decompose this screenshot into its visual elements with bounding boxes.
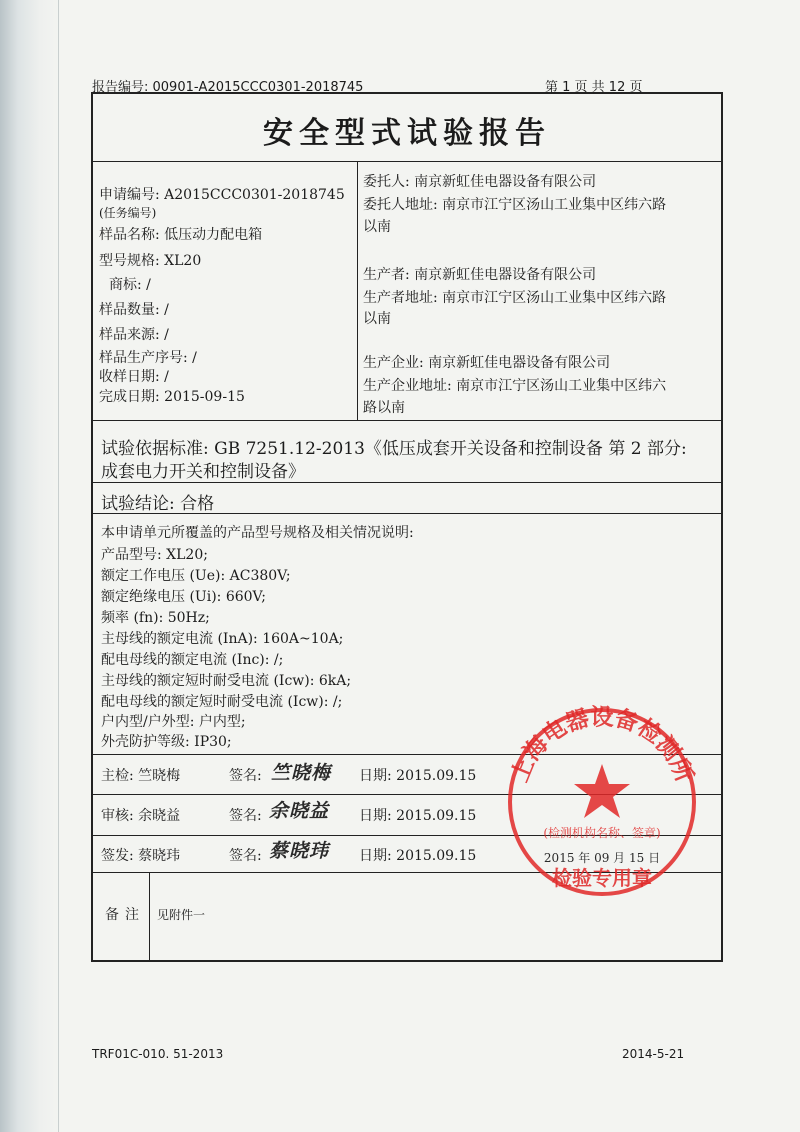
scope-line: 额定绝缘电压 (Ui): 660V; [101,589,266,605]
task-number-label: (任务编号) [99,206,157,220]
test-standard-cont: 成套电力开关和控制设备》 [101,462,305,482]
binding-edge [0,0,60,1132]
trademark: 商标: / [109,277,151,293]
seal-star-icon [574,764,630,818]
seal-bottom-text: 检验专用章 [552,866,652,890]
inspector-signature: 竺晓梅 [271,762,332,784]
scope-line: 额定工作电压 (Ue): AC380V; [101,568,291,584]
sample-serial-number: 样品生产序号: / [99,350,197,366]
inspection-date: 日期: 2015.09.15 [359,768,477,784]
issuer-role: 签发: 蔡晓玮 [101,848,181,864]
inspection-seal-stamp [502,702,702,902]
scope-line: 产品型号: XL20; [101,547,208,563]
form-date: 2014-5-21 [622,1047,685,1061]
model-spec: 型号规格: XL20 [99,253,202,269]
review-date: 日期: 2015.09.15 [359,808,477,824]
scope-line: 频率 (fn): 50Hz; [101,610,210,626]
scope-intro: 本申请单元所覆盖的产品型号规格及相关情况说明: [101,525,414,541]
report-number: 报告编号: 00901-A2015CCC0301-2018745 [92,80,364,95]
page-indicator: 第 1 页 共 12 页 [545,80,643,95]
sign-label: 签名: [229,848,262,864]
seal-date: 2015 年 09 月 15 日 [543,851,661,865]
completion-date: 完成日期: 2015-09-15 [99,389,245,405]
factory-address-cont: 路以南 [363,400,405,416]
binding-line [58,0,59,1132]
test-conclusion: 试验结论: 合格 [101,494,215,514]
scope-line: 户内型/户外型: 户内型; [101,714,246,730]
remarks-value: 见附件一 [157,908,206,922]
scope-line: 外壳防护等级: IP30; [101,734,232,750]
client: 委托人: 南京新虹佳电器设备有限公司 [363,174,597,190]
reviewer-signature: 余晓益 [269,800,330,822]
manufacturer-address: 生产者地址: 南京市江宁区汤山工业集中区纬六路 [363,290,667,306]
client-address: 委托人地址: 南京市江宁区汤山工业集中区纬六路 [363,197,667,213]
issuer-signature: 蔡晓玮 [269,840,330,862]
report-title: 安全型式试验报告 [263,116,551,151]
remarks-divider [149,872,150,960]
factory: 生产企业: 南京新虹佳电器设备有限公司 [363,355,611,371]
scope-line: 主母线的额定短时耐受电流 (Icw): 6kA; [101,673,352,689]
client-address-cont: 以南 [363,219,391,235]
form-number: TRF01C-010. 51-2013 [92,1047,224,1061]
column-divider [357,161,358,420]
manufacturer-address-cont: 以南 [363,311,391,327]
sign-label: 签名: [229,808,262,824]
test-standard: 试验依据标准: GB 7251.12-2013《低压成套开关设备和控制设备 第 2 部分: [101,439,687,459]
application-number: 申请编号: A2015CCC0301-2018745 [99,187,345,203]
remarks-label: 备注 [105,907,145,923]
scope-line: 主母线的额定电流 (InA): 160A~10A; [101,631,344,647]
scope-line: 配电母线的额定短时耐受电流 (Icw): /; [101,694,343,710]
inspector-role: 主检: 竺晓梅 [101,768,181,784]
receive-date: 收样日期: / [99,369,169,385]
divider [93,420,721,421]
seal-agency-line: (检测机构名称、签章) [543,826,661,840]
sign-label: 签名: [229,768,262,784]
scope-line: 配电母线的额定电流 (Inc): /; [101,652,284,668]
reviewer-role: 审核: 余晓益 [101,808,181,824]
issue-date: 日期: 2015.09.15 [359,848,477,864]
seal-arc-text: 上海电器设备检测所 [506,703,698,786]
sample-source: 样品来源: / [99,327,169,343]
sample-name: 样品名称: 低压动力配电箱 [99,227,263,243]
factory-address: 生产企业地址: 南京市江宁区汤山工业集中区纬六 [363,378,667,394]
manufacturer: 生产者: 南京新虹佳电器设备有限公司 [363,267,597,283]
divider [93,482,721,483]
divider [93,161,721,162]
sample-quantity: 样品数量: / [99,302,169,318]
